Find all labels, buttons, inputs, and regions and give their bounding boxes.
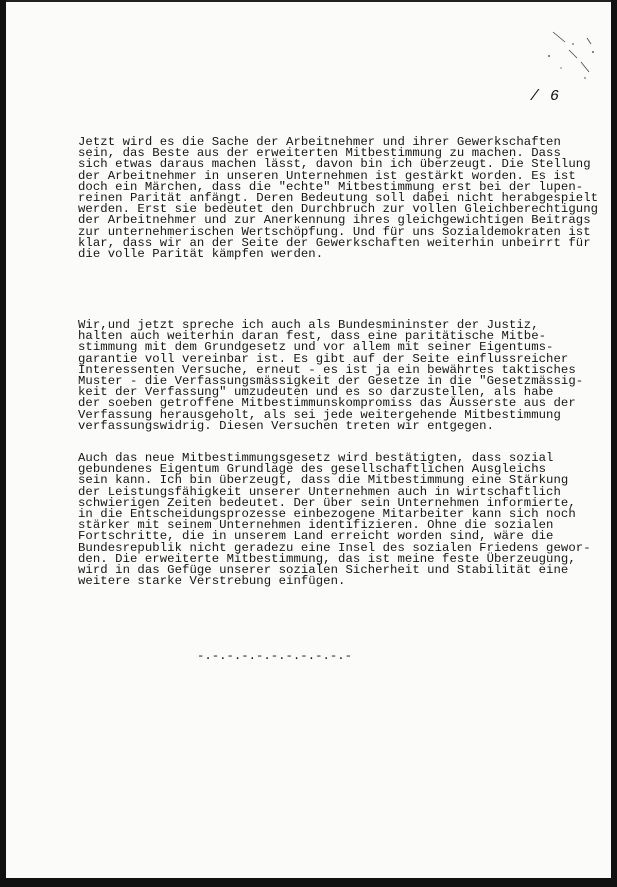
scan-edge-left xyxy=(0,0,6,887)
closing-separator-mark: -.-.-.-.-.-.-.-.-.-.- xyxy=(197,649,352,663)
body-paragraph: Jetzt wird es die Sache der Arbeitnehmer und ihrer Gewerkschaften sein, das Beste aus der erweiterten Mitbestimmung zu machen. Dass sich etwas daraus machen lässt, davon bin ich überzeugt. Die Stellung der Arbeitnehmer in unseren Unternehmen ist gestärkt worden. Es ist doch ein Märchen, dass die "echte" Mitbestimmung erst bei der lupen- reinen Parität anfängt. Deren Bedeutung soll dabei nicht herabgespielt werden. Erst sie bedeutet den Durchbruch zur vollen Gleichberechtigung der Arbeitnehmer und zur Anerkennung ihres gleichgewichtigen Beitrags zur unternehmerischen Wertschöpfung. Und für uns Sozialdemokraten ist klar, dass wir an der Seite der Gewerkschaften weiterhin unbeirrt für die volle Parität kämpfen werden. xyxy=(78,135,599,262)
page-number: / 6 xyxy=(530,88,561,105)
scan-edge-right xyxy=(611,0,617,887)
scan-edge-bottom xyxy=(0,878,617,887)
scan-artifact-marks xyxy=(543,28,603,88)
scan-edge-top xyxy=(0,0,617,2)
body-paragraph: Auch das neue Mitbestimmungsgesetz wird bestätigten, dass sozial gebundenes Eigentum Grundlage des gesellschaftlichen Ausgleichs sein kann. Ich bin überzeugt, dass die Mitbestimmung eine Stärkung der Leistungsfähigkeit unserer Unternehmen auch in wirtschaftlich schwierigen Zeiten bedeutet. Der über sein Unternehmen informierte, in die Entscheidungsprozesse einbezogene Mitarbeiter kann sich noch stärker mit seinem Unternehmen identifizieren. Ohne die sozialen Fortschritte, die in unserem Land erreicht worden sind, wäre die Bundesrepublik nicht geradezu eine Insel des sozialen Friedens gewor- den. Die erweiterte Mitbestimmung, das ist meine feste Überzeugung, wird in das Gefüge unserer sozialen Sicherheit und Stabilität eine weitere starke Verstrebung einfügen. xyxy=(78,451,591,589)
body-paragraph: Wir,und jetzt spreche ich auch als Bundesmininster der Justiz, halten auch weiterhin daran fest, dass eine paritätische Mitbe- stimmung mit dem Grundgesetz und vor allem mit seiner Eigentums- garantie voll vereinbar ist. Es gibt auf der Seite einflussreicher Interessenten Versuche, erneut - es ist ja ein bewährtes taktisches Muster - die Verfassungsmässigkeit der Gesetze in die "Gesetzmässig- keit der Verfassung" umzudeuten und es so darzustellen, als habe der soeben getroffene Mitbestimmunskompromiss das Äusserste aus der Verfassung herausgeholt, als sei jede weitergehende Mitbestimmung verfassungswidrig. Diesen Versuchen treten wir entgegen. xyxy=(78,318,584,433)
